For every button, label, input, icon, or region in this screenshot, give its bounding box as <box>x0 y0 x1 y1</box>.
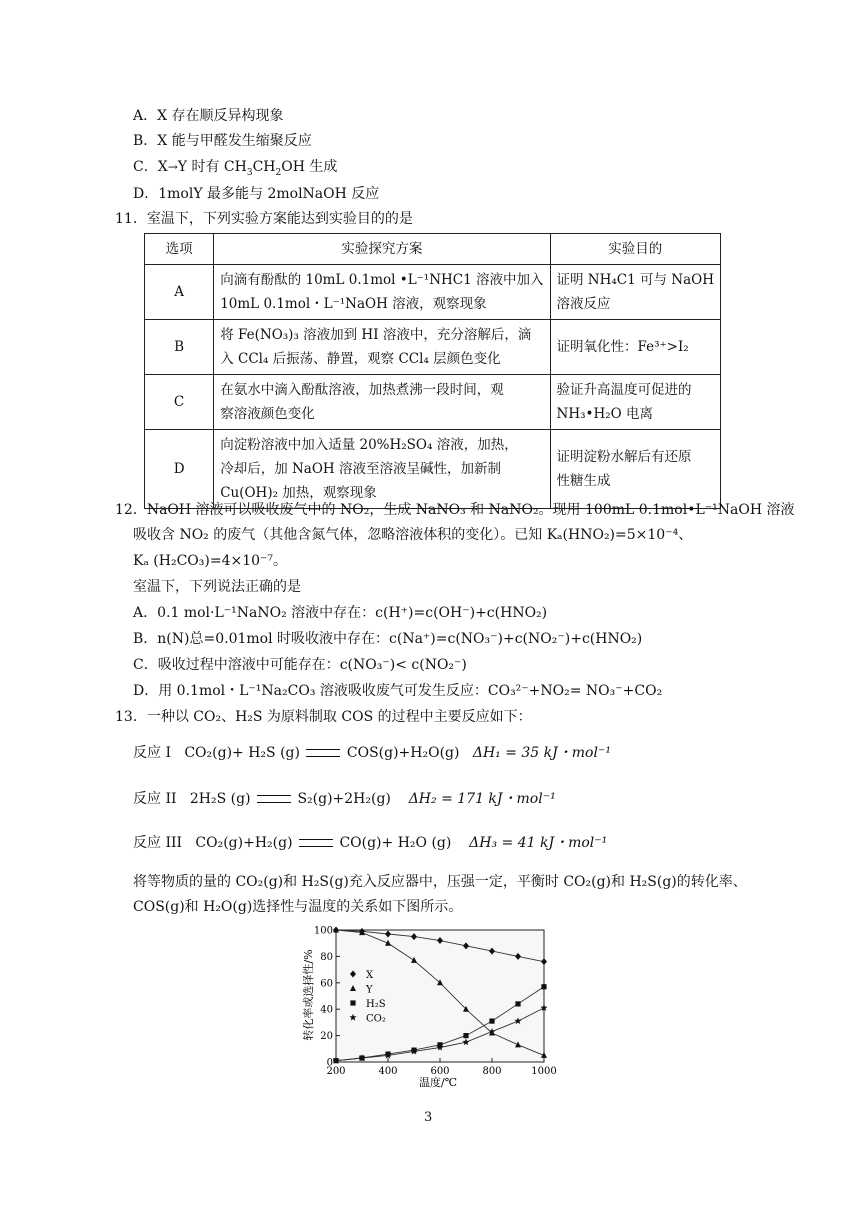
q10-option-d: D．1molY 最多能与 2molNaOH 反应 <box>133 186 380 202</box>
plan-line: 入 CCl₄ 后振荡、静置，观察 CCl₄ 层颜色变化 <box>220 351 501 367</box>
table-row <box>145 265 721 320</box>
reaction-3-label: 反应 III <box>133 835 183 851</box>
x-tick-label: 1000 <box>531 1066 557 1077</box>
plan-line: Cu(OH)₂ 加热，观察现象 <box>220 485 377 501</box>
data-point <box>489 1018 494 1023</box>
goal-line: 溶液反应 <box>556 296 611 312</box>
reaction-3-reactants: CO₂(g)+H₂(g) <box>195 835 293 851</box>
table-header-row <box>145 234 721 265</box>
y-tick-label: 100 <box>313 925 333 937</box>
q10-option-c-sub1: 3 <box>246 167 253 178</box>
reaction-1-label: 反应 I <box>133 745 171 761</box>
q12-line-4: 室温下，下列说法正确的是 <box>133 579 301 595</box>
table-cell-option: D <box>145 430 214 509</box>
q11-stem: 11．室温下，下列实验方案能达到实验目的的是 <box>115 211 413 227</box>
q10-option-c-post: Y 时有 CH <box>177 159 247 175</box>
table-cell-goal <box>550 375 721 430</box>
arrow-icon: → <box>167 160 178 174</box>
q12-line-1: 12．NaOH 溶液可以吸收废气中的 NO₂，生成 NaNO₃ 和 NaNO₂。现用 100mL 0.1mol•L⁻¹NaOH 溶液 <box>115 502 795 518</box>
equals-sign-icon <box>299 839 333 847</box>
plan-line: 向淀粉溶液中加入适量 20%H₂SO₄ 溶液，加热， <box>220 437 518 453</box>
table-cell-goal <box>550 265 721 320</box>
goal-line: 证明 NH₄C1 可与 NaOH <box>556 272 714 288</box>
goal-line: 性糖生成 <box>556 473 611 489</box>
table-row <box>145 375 721 430</box>
table-cell-goal <box>550 430 721 509</box>
q10-option-c-end: OH 生成 <box>281 159 338 175</box>
reaction-2-enthalpy: ΔH₂ = 171 kJ・mol⁻¹ <box>408 791 556 807</box>
goal-line: NH₃•H₂O 电离 <box>556 406 654 422</box>
reaction-1-products: COS(g)+H₂O(g) <box>346 745 460 761</box>
x-tick-label: 400 <box>378 1066 398 1077</box>
goal-line: 验证升高温度可促进的 <box>556 382 692 398</box>
y-tick-label: 40 <box>320 1004 333 1016</box>
reaction-2-label: 反应 II <box>133 791 177 807</box>
plan-line: 在氨水中滴入酚酞溶液，加热煮沸一段时间，观 <box>220 382 504 398</box>
q13-stem: 13．一种以 CO₂、H₂S 为原料制取 COS 的过程中主要反应如下： <box>115 709 532 725</box>
conversion-selectivity-chart <box>298 918 578 1088</box>
q13-paragraph-2: COS(g)和 H₂O(g)选择性与温度的关系如下图所示。 <box>133 899 463 915</box>
reaction-3-enthalpy: ΔH₃ = 41 kJ・mol⁻¹ <box>469 835 608 851</box>
plan-line: 10mL 0.1mol・L⁻¹NaOH 溶液，观察现象 <box>220 296 487 312</box>
table-cell-option: C <box>145 375 214 430</box>
table-header-goal: 实验目的 <box>550 234 721 265</box>
q12-option-c: C．吸收过程中溶液中可能存在：c(NO₃⁻)< c(NO₂⁻) <box>133 657 467 673</box>
experiment-table <box>144 233 721 509</box>
reaction-3 <box>133 833 607 853</box>
q10-option-c-mid: CH <box>252 159 276 175</box>
data-point <box>463 1033 468 1038</box>
y-tick-label: 20 <box>320 1031 333 1043</box>
q10-option-c-pre: C．X <box>133 159 168 175</box>
plan-line: 将 Fe(NO₃)₃ 溶液加到 HI 溶液中，充分溶解后，滴 <box>220 327 532 343</box>
reaction-2-reactants: 2H₂S (g) <box>189 791 251 807</box>
x-axis-label: 温度/℃ <box>418 1076 458 1088</box>
table-cell-plan <box>214 320 550 375</box>
q10-option-b: B．X 能与甲醛发生缩聚反应 <box>133 133 312 149</box>
legend-label: CO₂ <box>366 1013 386 1025</box>
reaction-1 <box>133 743 611 763</box>
x-tick-label: 600 <box>430 1066 450 1077</box>
table-cell-plan <box>214 265 550 320</box>
y-tick-label: 0 <box>326 1057 333 1069</box>
reaction-2-products: S₂(g)+2H₂(g) <box>297 791 391 807</box>
plan-line: 察溶液颜色变化 <box>220 406 315 422</box>
legend-marker <box>350 1000 355 1005</box>
legend-label: Y <box>366 984 373 996</box>
equals-sign-icon <box>257 795 291 803</box>
equals-sign-icon <box>306 749 340 757</box>
plan-line: 向滴有酚酞的 10mL 0.1mol •L⁻¹NHC1 溶液中加入 <box>220 272 544 288</box>
reaction-3-products: CO(g)+ H₂O (g) <box>339 835 452 851</box>
goal-line: 证明氧化性：Fe³⁺>I₂ <box>556 339 689 355</box>
table-cell-plan <box>214 430 550 509</box>
table-header-plan: 实验探究方案 <box>214 234 550 265</box>
goal-line: 证明淀粉水解后有还原 <box>556 449 692 465</box>
q10-option-c <box>133 157 337 177</box>
table-cell-option: A <box>145 265 214 320</box>
x-tick-label: 200 <box>326 1066 346 1077</box>
y-tick-label: 60 <box>320 978 333 990</box>
q12-option-d: D．用 0.1mol・L⁻¹Na₂CO₃ 溶液吸收废气可发生反应：CO₃²⁻+NO₂= NO₃⁻+CO₂ <box>133 683 663 699</box>
y-axis-label: 转化率或选择性/% <box>302 949 315 1041</box>
reaction-1-reactants: CO₂(g)+ H₂S (g) <box>184 745 300 761</box>
table-cell-option: B <box>145 320 214 375</box>
q10-option-a: A．X 存在顺反异构现象 <box>133 108 284 124</box>
legend-label: X <box>366 970 374 981</box>
data-point <box>541 984 546 989</box>
reaction-2 <box>133 789 556 809</box>
chart-plot-area <box>314 926 557 1078</box>
q12-option-b: B．n(N)总=0.01mol 时吸收液中存在：c(Na⁺)=c(NO₃⁻)+c(NO₂⁻)+c(HNO₂) <box>133 631 643 647</box>
y-tick-label: 80 <box>320 951 333 963</box>
table-header-option: 选项 <box>145 234 214 265</box>
q12-option-a: A．0.1 mol·L⁻¹NaNO₂ 溶液中存在：c(H⁺)=c(OH⁻)+c(HNO₂) <box>133 605 548 621</box>
data-point <box>515 1001 520 1006</box>
page-number: 3 <box>424 1110 433 1125</box>
x-tick-label: 800 <box>482 1066 502 1077</box>
q12-line-2: 吸收含 NO₂ 的废气（其他含氮气体，忽略溶液体积的变化）。已知 Kₐ(HNO₂)=5×10⁻⁴、 <box>133 527 693 543</box>
table-cell-plan <box>214 375 550 430</box>
q13-paragraph-1: 将等物质的量的 CO₂(g)和 H₂S(g)充入反应器中，压强一定，平衡时 CO₂(g)和 H₂S(g)的转化率、 <box>133 874 747 890</box>
q12-line-3: Kₐ (H₂CO₃)=4×10⁻⁷。 <box>133 553 288 569</box>
reaction-1-enthalpy: ΔH₁ = 35 kJ・mol⁻¹ <box>472 745 611 761</box>
table-row <box>145 430 721 509</box>
q10-option-c-sub2: 2 <box>275 167 282 178</box>
table-cell-goal <box>550 320 721 375</box>
plan-line: 冷却后，加 NaOH 溶液至溶液呈碱性，加新制 <box>220 461 501 477</box>
table-row <box>145 320 721 375</box>
legend-label: H₂S <box>366 999 386 1010</box>
